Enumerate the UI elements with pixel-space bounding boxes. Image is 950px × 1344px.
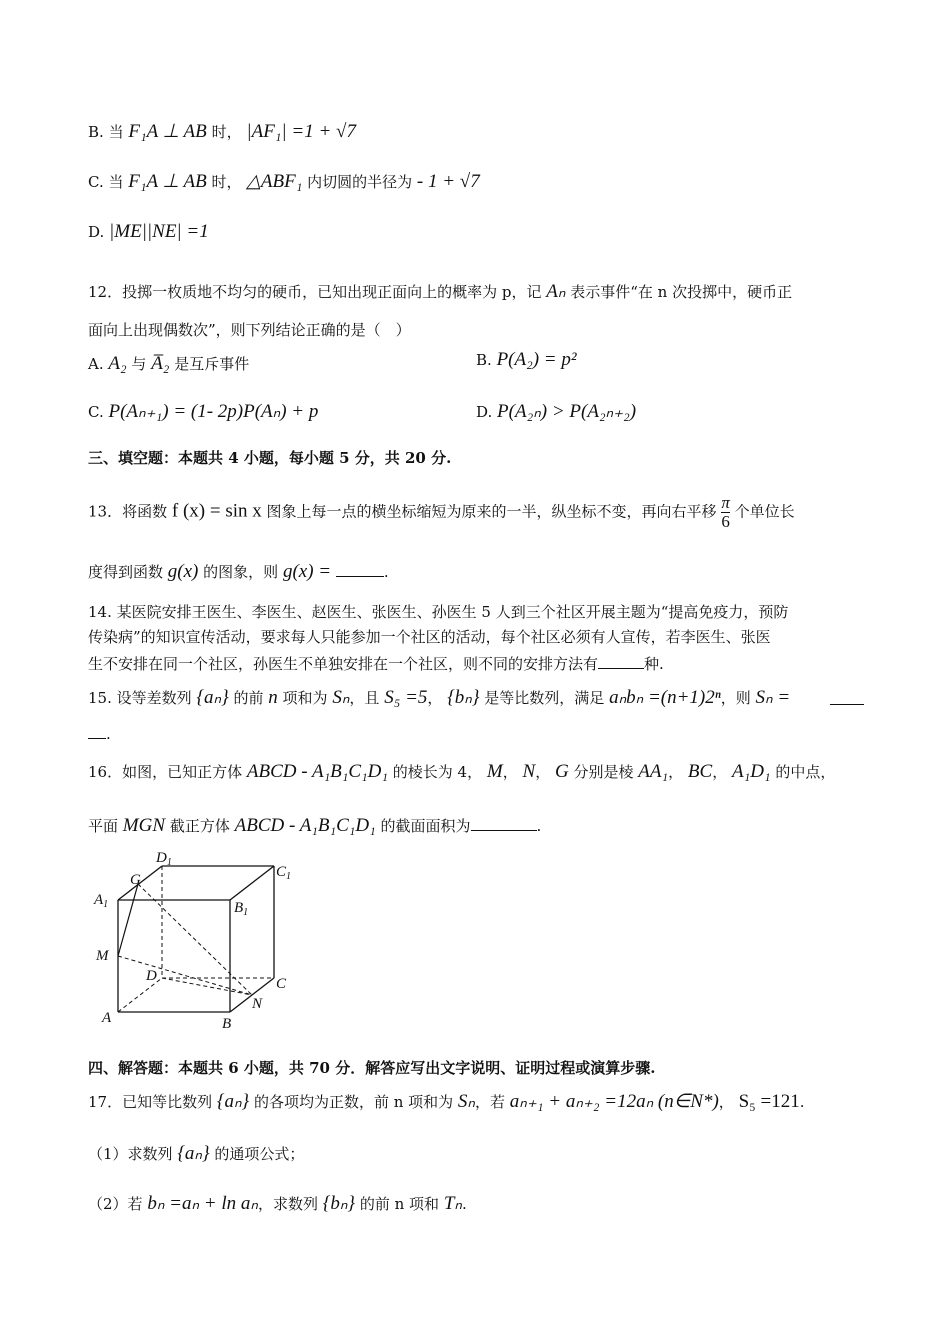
math: |AF₁| =1 + √7 (246, 121, 356, 142)
text: 15. 设等差数列 (88, 689, 192, 707)
math: bₙ =aₙ + ln aₙ (147, 1193, 258, 1214)
text: ， (502, 763, 518, 781)
numerator: π (721, 493, 730, 512)
label-main: D (156, 850, 167, 866)
label-n: N (252, 996, 263, 1012)
text: 生不安排在同一个社区，孙医生不单独安排在一个社区，则不同的安排方法有 (88, 655, 599, 673)
text: 截正方体 (169, 817, 230, 835)
text: ，求数列 (257, 1195, 318, 1213)
text: . (106, 725, 111, 743)
text: 项和为 (282, 689, 328, 707)
math: |ME||NE| =1 (109, 221, 209, 242)
math: ABCD - A₁B₁C₁D₁ (234, 815, 376, 836)
text: . (799, 1093, 805, 1111)
math: {aₙ} (216, 1091, 250, 1112)
option-b (88, 122, 356, 142)
math: Aₙ (546, 281, 566, 302)
math: {bₙ} (447, 687, 480, 708)
option-label: B. (476, 351, 492, 369)
option-label: C. (88, 403, 104, 421)
q12-option-b (476, 350, 577, 370)
text: 12．投掷一枚质地不均匀的硬币，已知出现正面向上的概率为 p，记 (88, 283, 542, 301)
math: f (x) = sin x (171, 500, 262, 522)
math: Sₙ (457, 1091, 475, 1112)
label-d1 (155, 850, 172, 868)
label-b: B (222, 1016, 232, 1032)
label-main: A (94, 892, 104, 908)
text: ， (668, 763, 684, 781)
math: aₙbₙ =(n+1)2ⁿ (609, 687, 721, 708)
text: ， (427, 689, 443, 707)
math: BC (687, 761, 713, 782)
q15-line1 (88, 688, 790, 708)
text: 平面 (88, 817, 119, 835)
text: 与 (131, 355, 147, 373)
option-label: C. (88, 173, 104, 191)
label-main: B (234, 900, 244, 916)
segment-m-n (118, 956, 252, 995)
text: （2）若 (88, 1195, 143, 1213)
q12-option-d (476, 402, 636, 422)
q16-line1 (88, 762, 835, 782)
math: A₁D₁ (732, 761, 771, 782)
q12-option-a (88, 354, 249, 374)
text: 的图象，则 (203, 563, 279, 581)
q17-part1 (88, 1144, 304, 1164)
label-b1 (234, 900, 248, 918)
q12-line2: 面向上出现偶数次”，则下列结论正确的是（ ） (88, 321, 411, 339)
text: 的截面面积为 (380, 817, 471, 835)
math: {aₙ} (177, 1143, 210, 1164)
text: （1）求数列 (88, 1145, 173, 1163)
option-label: D. (476, 403, 493, 421)
text: 图象上每一点的横坐标缩短为原来的一半，纵坐标不变，再向右平移 (266, 502, 717, 521)
math: A̅₂ (151, 353, 170, 374)
q14-line2: 传染病”的知识宣传活动，要求每人只能参加一个社区的活动，每个社区必须有人宣传，若李医生、张医 (88, 628, 771, 646)
text: ， (712, 763, 728, 781)
answer-blank[interactable] (336, 560, 384, 577)
text: 的通项公式； (214, 1145, 305, 1163)
math: {bₙ} (322, 1193, 356, 1214)
text: 表示事件“在 n 次投掷中，硬币正 (570, 283, 793, 301)
math: ABCD - A₁B₁C₁D₁ (246, 761, 388, 782)
cube-figure (90, 848, 300, 1038)
fraction-pi-over-6 (721, 494, 730, 531)
math: aₙ₊₁ + aₙ₊₂ =12aₙ (n∈N*) (509, 1091, 719, 1112)
q14-line1: 14. 某医院安排王医生、李医生、赵医生、张医生、孙医生 5 人到三个社区开展主题为“提高免疫力，预防 (88, 603, 789, 621)
math: - 1 + √7 (416, 171, 480, 192)
q13-line2 (88, 560, 389, 582)
text: 当 (108, 173, 124, 191)
text: 的各项均为正数，前 n 项和为 (253, 1093, 454, 1111)
label-a1 (93, 892, 108, 910)
text: 当 (108, 123, 124, 141)
text: ，且 (349, 689, 380, 707)
text: 分别是棱 (573, 763, 634, 781)
text: 的棱长为 4， (392, 763, 483, 781)
label-sub: 1 (243, 907, 249, 918)
math: g(x) (167, 561, 199, 582)
label-a: A (102, 1010, 112, 1026)
text: . (383, 563, 389, 581)
text: 是互斥事件 (174, 355, 250, 373)
math: G (554, 761, 569, 782)
label-sub: 1 (166, 857, 172, 868)
answer-blank[interactable] (830, 688, 864, 705)
answer-blank-part1 (830, 688, 864, 710)
segment-g-m (118, 884, 138, 956)
text: 17．已知等比数列 (88, 1093, 213, 1111)
q15-line2 (88, 722, 111, 744)
math: Tₙ (443, 1193, 462, 1214)
math: N (522, 761, 536, 782)
text: 的前 n 项和 (359, 1195, 440, 1213)
denominator: 6 (721, 512, 730, 531)
q17-line1 (88, 1092, 805, 1112)
text: 内切圆的半径为 (307, 173, 413, 191)
text: . (536, 817, 542, 835)
math: S₅ =5 (384, 687, 428, 708)
text: 个单位长 (734, 502, 795, 521)
text: 是等比数列，满足 (484, 689, 605, 707)
math: △ABF₁ (246, 171, 303, 192)
math: P(Aₙ₊₁) = (1- 2p)P(Aₙ) + p (108, 401, 319, 422)
text: 时， (211, 173, 242, 191)
text: 13．将函数 (88, 502, 168, 521)
label-sub: 1 (286, 871, 292, 882)
label-c: C (276, 976, 287, 992)
math: MGN (122, 815, 166, 836)
text: 16．如图，已知正方体 (88, 763, 243, 781)
label-d: D (146, 968, 157, 984)
option-label: D. (88, 223, 105, 241)
q16-line2 (88, 814, 541, 836)
segment-d-n (162, 978, 252, 995)
q12-option-c (88, 402, 318, 422)
section-3-title: 三、填空题：本题共 4 小题，每小题 5 分，共 20 分. (88, 449, 452, 467)
answer-blank[interactable] (598, 652, 644, 669)
math: n (268, 687, 278, 708)
math: P(A₂) = p² (496, 349, 577, 370)
option-c (88, 172, 480, 192)
q12-line1 (88, 282, 792, 302)
math: AA₁ (638, 761, 669, 782)
math: F₁A ⊥ AB (128, 121, 207, 142)
label-g: G (130, 872, 141, 888)
text: ，若 (475, 1093, 506, 1111)
math: M (486, 761, 503, 782)
text: 的中点， (775, 763, 836, 781)
text: 度得到函数 (88, 563, 164, 581)
label-main: C (276, 864, 287, 880)
math: Sₙ (332, 687, 350, 708)
edge-b1-c1 (230, 866, 274, 900)
text: ，则 (720, 689, 751, 707)
q17-part2 (88, 1194, 467, 1214)
text: . (461, 1195, 467, 1213)
option-label: B. (88, 123, 104, 141)
section-4-title: 四、解答题：本题共 6 小题，共 70 分．解答应写出文字说明、证明过程或演算步骤. (88, 1059, 656, 1077)
text: ， (535, 763, 551, 781)
text: ， (718, 1093, 734, 1111)
text: 时， (211, 123, 242, 141)
option-d (88, 222, 209, 242)
math: S₅ =121 (738, 1091, 800, 1112)
math: {aₙ} (196, 687, 229, 708)
answer-blank[interactable] (471, 814, 537, 831)
text: 种. (644, 655, 664, 673)
math: A₂ (108, 353, 127, 374)
label-m: M (96, 948, 109, 964)
text: 的前 (233, 689, 264, 707)
q13-line1 (88, 494, 795, 531)
option-label: A. (88, 355, 104, 373)
math: Sₙ = (755, 687, 791, 708)
math: P(A₂ₙ) > P(A₂ₙ₊₂) (497, 401, 637, 422)
math: g(x) = (282, 561, 332, 582)
math: F₁A ⊥ AB (128, 171, 207, 192)
q14-line3 (88, 652, 664, 674)
label-sub: 1 (103, 899, 109, 910)
label-c1 (276, 864, 291, 882)
answer-blank[interactable] (88, 722, 106, 739)
